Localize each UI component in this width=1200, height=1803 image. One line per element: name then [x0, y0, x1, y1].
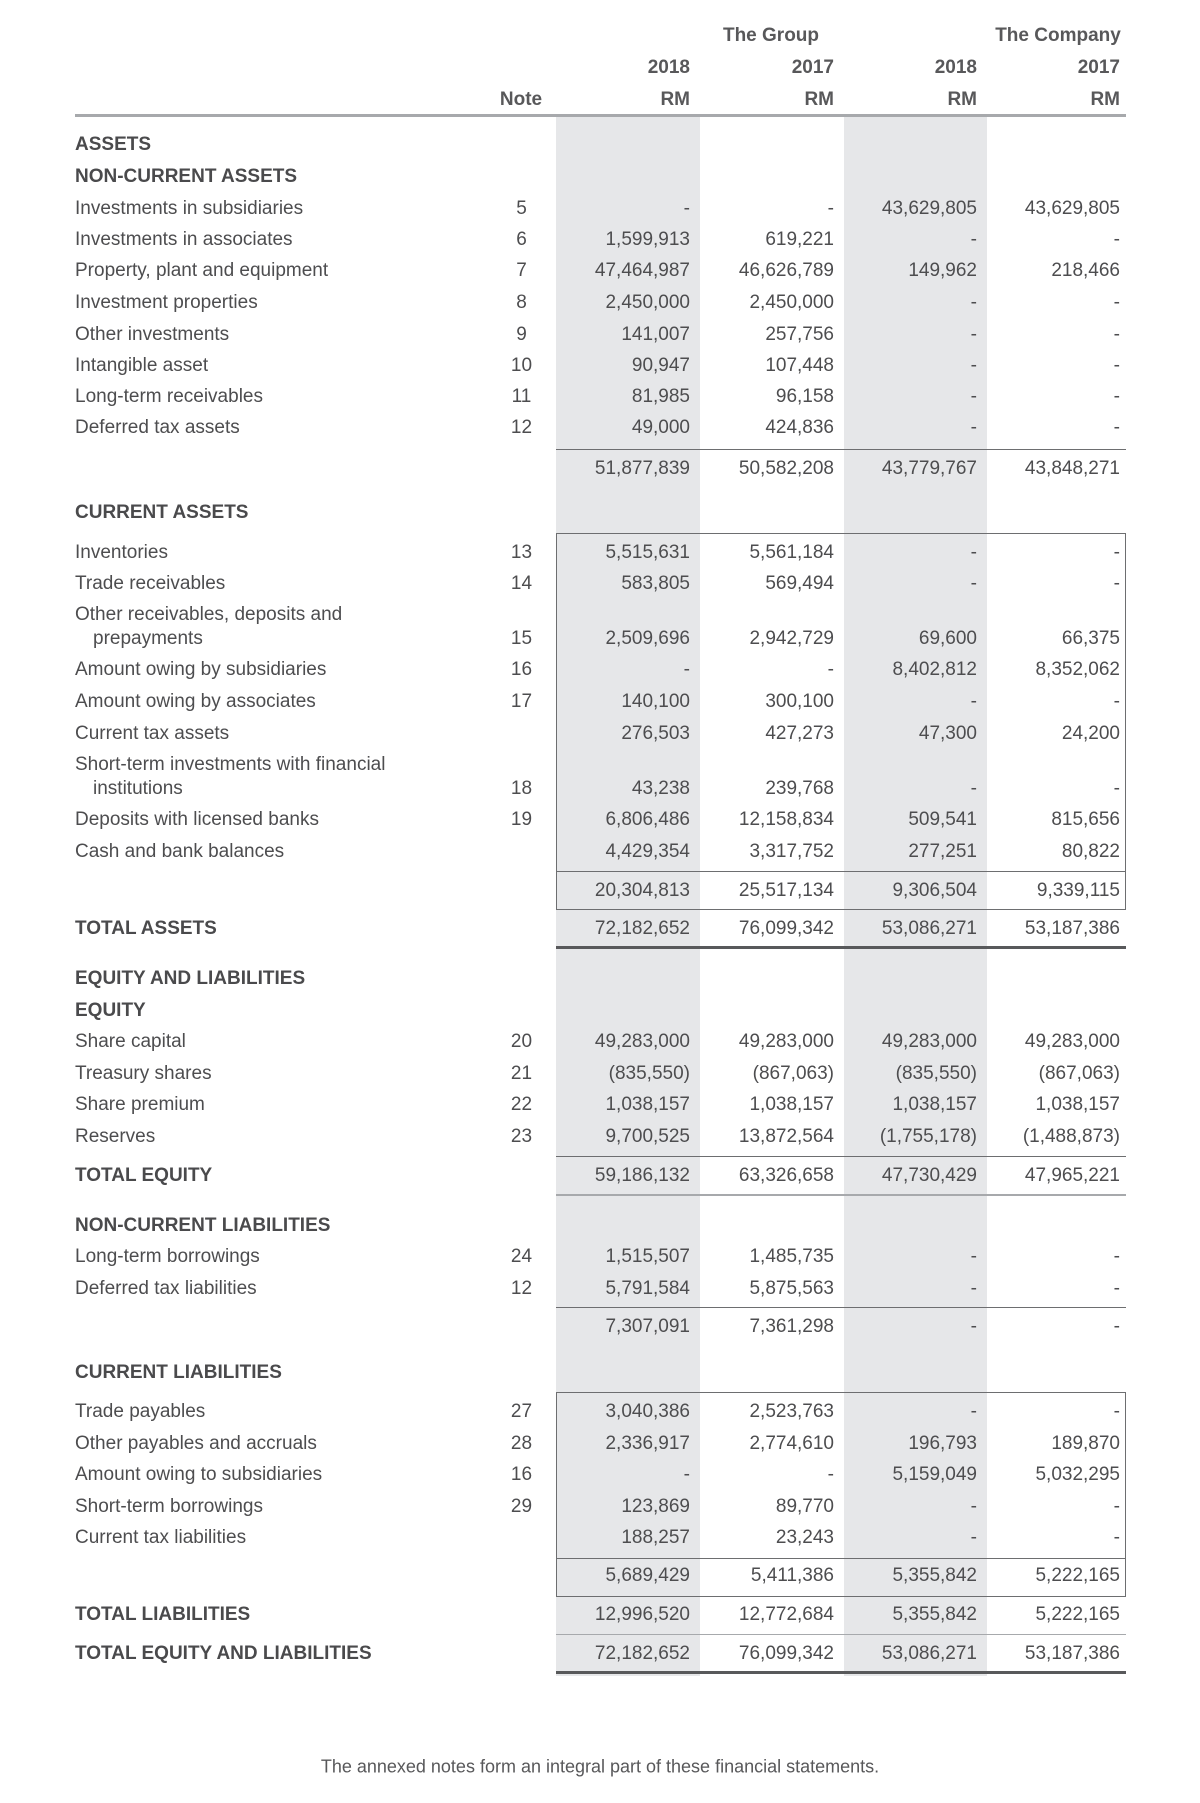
company-2017-value: 24,200 [1061, 723, 1120, 744]
group-2018-value: - [683, 1464, 690, 1485]
group-2017-value: 7,361,298 [749, 1316, 834, 1337]
section-heading: NON-CURRENT LIABILITIES [75, 1215, 331, 1236]
section-heading: NON-CURRENT ASSETS [75, 166, 298, 187]
group-2017-value: 2,942,729 [749, 628, 834, 649]
note-reference: 12 [510, 417, 533, 438]
line-item-label: Other payables and accruals [75, 1433, 317, 1454]
company-2018-value: 5,355,842 [892, 1565, 977, 1586]
line-item-label: Long-term borrowings [75, 1246, 260, 1267]
note-reference: 12 [510, 1278, 533, 1299]
group-2018-value: (835,550) [608, 1063, 690, 1084]
company-2017-value: - [1113, 542, 1120, 563]
note-reference: 21 [510, 1063, 533, 1084]
company-2018-value: - [970, 1278, 977, 1299]
note-reference: 10 [510, 355, 533, 376]
company-2018-value: - [970, 1496, 977, 1517]
company-2017-value: - [1113, 1496, 1120, 1517]
line-item-label: Current tax liabilities [75, 1527, 247, 1548]
group-2018-value: 141,007 [621, 324, 690, 345]
company-2017-value: - [1113, 386, 1120, 407]
company-2017-value: 53,187,386 [1024, 1643, 1120, 1664]
note-reference: 24 [510, 1246, 533, 1267]
note-reference: 17 [510, 691, 533, 712]
group-2017-value: 46,626,789 [738, 260, 834, 281]
company-2018-value: - [970, 542, 977, 563]
group-2018-value: 7,307,091 [605, 1316, 690, 1337]
group-2017-value: 2,774,610 [749, 1433, 834, 1454]
company-header: The Company [995, 25, 1121, 46]
note-reference: 18 [510, 778, 533, 799]
note-reference: 22 [510, 1094, 533, 1115]
group-2018-value: 1,599,913 [605, 229, 690, 250]
group-2018-value: 2,450,000 [605, 292, 690, 313]
company-2018-value: 49,283,000 [881, 1031, 977, 1052]
company-2018-value: (1,755,178) [879, 1126, 977, 1147]
current-liabilities-subtotal-rule [556, 1558, 1126, 1559]
company-2018-value: 196,793 [908, 1433, 977, 1454]
company-2018-value: 47,300 [918, 723, 977, 744]
line-item-label: Treasury shares [75, 1063, 212, 1084]
line-item-label: Current tax assets [75, 723, 230, 744]
line-item-label: Deposits with licensed banks [75, 809, 319, 830]
group-2018-value: 49,283,000 [594, 1031, 690, 1052]
company-2017-value: 189,870 [1051, 1433, 1120, 1454]
group-header: The Group [722, 25, 820, 46]
line-item-label: Cash and bank balances [75, 841, 285, 862]
company-2017-value: 9,339,115 [1036, 880, 1120, 901]
line-item-label: Amount owing to subsidiaries [75, 1464, 323, 1485]
group-2017-value: 63,326,658 [738, 1165, 834, 1186]
company-2018-value: - [970, 1246, 977, 1267]
group-2018-value: - [683, 198, 690, 219]
line-item-label: Share premium [75, 1094, 205, 1115]
non-current-assets-subtotal-rule [556, 449, 1126, 450]
group-2017-value: 5,561,184 [749, 542, 834, 563]
group-2017-value: 76,099,342 [738, 918, 834, 939]
line-item-label: Deferred tax assets [75, 417, 240, 438]
group-2018-value: 5,515,631 [605, 542, 690, 563]
company-2018-value: - [970, 386, 977, 407]
company-2018-value: 509,541 [908, 809, 977, 830]
currency-header-company-2018: RM [947, 89, 977, 110]
company-2017-value: (1,488,873) [1022, 1126, 1120, 1147]
company-2017-value: - [1113, 324, 1120, 345]
note-reference: 11 [511, 386, 532, 407]
group-2018-value: - [683, 659, 690, 680]
line-item-label: TOTAL LIABILITIES [75, 1604, 251, 1625]
company-2018-value: - [970, 292, 977, 313]
company-2018-value: - [970, 778, 977, 799]
group-2018-value: 59,186,132 [594, 1165, 690, 1186]
note-reference: 14 [510, 573, 533, 594]
group-2017-value: 3,317,752 [749, 841, 834, 862]
line-item-label-line1: Short-term investments with financial [75, 754, 386, 775]
company-2017-value: - [1113, 292, 1120, 313]
group-2018-value: 5,689,429 [605, 1565, 690, 1586]
group-2017-value: 12,158,834 [738, 809, 834, 830]
group-2018-value: 4,429,354 [605, 841, 690, 862]
year-header-company-2018: 2018 [934, 57, 977, 78]
group-2018-value: 140,100 [621, 691, 690, 712]
group-2018-value: 20,304,813 [594, 880, 690, 901]
company-2017-value: 5,222,165 [1035, 1565, 1120, 1586]
group-2017-value: 257,756 [765, 324, 834, 345]
group-2018-value: 1,515,507 [605, 1246, 690, 1267]
company-2017-value: - [1113, 691, 1120, 712]
company-2017-value: 53,187,386 [1024, 918, 1120, 939]
company-2017-value: 1,038,157 [1035, 1094, 1120, 1115]
group-2017-value: 427,273 [765, 723, 834, 744]
group-2017-value: 1,485,735 [749, 1246, 834, 1267]
company-2017-value: - [1113, 1316, 1120, 1337]
line-item-label-line1: Other receivables, deposits and [75, 604, 343, 625]
company-2017-value: 5,032,295 [1035, 1464, 1120, 1485]
company-2018-value: 47,730,429 [881, 1165, 977, 1186]
company-2017-value: 66,375 [1061, 628, 1120, 649]
non-current-liabilities-subtotal-rule [556, 1307, 1126, 1308]
company-2018-value: 43,629,805 [881, 198, 977, 219]
company-2018-value: 9,306,504 [892, 880, 977, 901]
note-reference: 15 [510, 628, 533, 649]
note-reference: 19 [510, 809, 533, 830]
note-header: Note [499, 89, 543, 110]
currency-header-company-2017: RM [1090, 89, 1120, 110]
note-reference: 20 [510, 1031, 533, 1052]
group-2017-value: 76,099,342 [738, 1643, 834, 1664]
group-2017-value: - [827, 1464, 834, 1485]
year-header-group-2018: 2018 [647, 57, 690, 78]
company-2017-value: - [1113, 355, 1120, 376]
company-2018-value: - [970, 355, 977, 376]
group-2017-value: 300,100 [765, 691, 834, 712]
company-2017-value: 80,822 [1061, 841, 1120, 862]
company-2018-value: 69,600 [918, 628, 977, 649]
company-2017-value: - [1113, 1527, 1120, 1548]
line-item-label-line2: institutions [93, 778, 183, 799]
note-reference: 6 [516, 229, 527, 250]
company-2017-value: 49,283,000 [1024, 1031, 1120, 1052]
group-2018-value: 49,000 [631, 417, 690, 438]
line-item-label: Amount owing by associates [75, 691, 316, 712]
line-item-label: Investments in subsidiaries [75, 198, 304, 219]
current-assets-subtotal-rule [556, 871, 1126, 872]
group-2018-value: 12,996,520 [594, 1604, 690, 1625]
group-2018-value: 47,464,987 [594, 260, 690, 281]
line-item-label [75, 754, 385, 800]
currency-header-group-2017: RM [804, 89, 834, 110]
company-2017-value: - [1113, 1401, 1120, 1422]
total-assets-rule [556, 946, 1126, 949]
line-item-label: Reserves [75, 1126, 156, 1147]
company-2018-value: - [970, 417, 977, 438]
group-2017-value: 107,448 [765, 355, 834, 376]
company-2017-value: 5,222,165 [1035, 1604, 1120, 1625]
group-2017-value: 424,836 [765, 417, 834, 438]
line-item-label: Intangible asset [75, 355, 209, 376]
group-2017-value: (867,063) [752, 1063, 834, 1084]
company-2017-value: 815,656 [1051, 809, 1120, 830]
company-2018-value: 43,779,767 [881, 458, 977, 479]
company-2017-value: 8,352,062 [1035, 659, 1120, 680]
company-2017-value: - [1113, 229, 1120, 250]
section-heading: EQUITY AND LIABILITIES [75, 968, 306, 989]
group-2018-value: 72,182,652 [594, 1643, 690, 1664]
line-item-label: Investment properties [75, 292, 258, 313]
line-item-label: Share capital [75, 1031, 186, 1052]
note-reference: 27 [510, 1401, 533, 1422]
line-item-label: Investments in associates [75, 229, 293, 250]
group-2018-value: 6,806,486 [605, 809, 690, 830]
note-reference: 23 [510, 1126, 533, 1147]
note-reference: 5 [516, 198, 527, 219]
group-2018-value: 72,182,652 [594, 918, 690, 939]
line-item-label: TOTAL EQUITY AND LIABILITIES [75, 1643, 372, 1664]
company-2017-value: 218,466 [1051, 260, 1120, 281]
group-2018-value: 123,869 [621, 1496, 690, 1517]
line-item-label: Property, plant and equipment [75, 260, 329, 281]
group-2017-value: 619,221 [765, 229, 834, 250]
line-item-label: Amount owing by subsidiaries [75, 659, 327, 680]
company-2018-value: - [970, 1401, 977, 1422]
company-2018-value: - [970, 1316, 977, 1337]
company-2017-value: - [1113, 417, 1120, 438]
section-heading: ASSETS [75, 134, 152, 155]
line-item-label: Trade receivables [75, 573, 226, 594]
group-2018-value: 2,509,696 [605, 628, 690, 649]
section-heading: CURRENT ASSETS [75, 502, 249, 523]
company-2018-value: - [970, 229, 977, 250]
group-2018-value: 43,238 [631, 778, 690, 799]
equity-subtotal-rule [556, 1156, 1126, 1157]
company-2017-value: 43,848,271 [1024, 458, 1120, 479]
group-2018-value: 90,947 [631, 355, 690, 376]
company-2017-value: (867,063) [1038, 1063, 1120, 1084]
note-reference: 16 [510, 659, 533, 680]
line-item-label [75, 604, 342, 650]
group-2017-value: 25,517,134 [738, 880, 834, 901]
line-item-label: Deferred tax liabilities [75, 1278, 257, 1299]
company-2018-value: (835,550) [895, 1063, 977, 1084]
company-2017-value: 47,965,221 [1024, 1165, 1120, 1186]
note-reference: 28 [510, 1433, 533, 1454]
company-2018-value: 5,159,049 [892, 1464, 977, 1485]
section-heading: EQUITY [75, 1000, 146, 1021]
footer-note: The annexed notes form an integral part of these financial statements. [320, 1756, 880, 1777]
group-2018-value: 9,700,525 [605, 1126, 690, 1147]
group-2017-value: 50,582,208 [738, 458, 834, 479]
company-2018-value: 8,402,812 [892, 659, 977, 680]
group-2018-value: 1,038,157 [605, 1094, 690, 1115]
group-2017-value: 89,770 [775, 1496, 834, 1517]
group-2017-value: - [827, 659, 834, 680]
total-liabilities-rule [556, 1634, 1126, 1635]
group-2018-value: 81,985 [631, 386, 690, 407]
group-2018-value: 2,336,917 [605, 1433, 690, 1454]
group-2017-value: 2,523,763 [749, 1401, 834, 1422]
group-2018-value: 583,805 [621, 573, 690, 594]
group-2018-value: 188,257 [621, 1527, 690, 1548]
group-2017-value: 96,158 [775, 386, 834, 407]
year-header-company-2017: 2017 [1077, 57, 1120, 78]
group-2017-value: - [827, 198, 834, 219]
line-item-label: Inventories [75, 542, 168, 563]
group-2017-value: 569,494 [765, 573, 834, 594]
note-reference: 7 [516, 260, 527, 281]
company-2018-value: 1,038,157 [892, 1094, 977, 1115]
company-2018-value: - [970, 691, 977, 712]
line-item-label: Long-term receivables [75, 386, 263, 407]
group-2017-value: 13,872,564 [738, 1126, 834, 1147]
company-2017-value: - [1113, 1278, 1120, 1299]
note-reference: 9 [516, 324, 527, 345]
company-2018-value: 53,086,271 [881, 1643, 977, 1664]
company-2017-value: - [1113, 778, 1120, 799]
company-2018-value: 277,251 [908, 841, 977, 862]
line-item-label: Trade payables [75, 1401, 206, 1422]
note-reference: 29 [510, 1496, 533, 1517]
line-item-label: Other investments [75, 324, 230, 345]
company-2018-value: 5,355,842 [892, 1604, 977, 1625]
group-2017-value: 5,875,563 [749, 1278, 834, 1299]
line-item-label: Short-term borrowings [75, 1496, 263, 1517]
group-2018-value: 3,040,386 [605, 1401, 690, 1422]
total-equity-rule [556, 1194, 1126, 1196]
group-2017-value: 23,243 [775, 1527, 834, 1548]
line-item-label: TOTAL EQUITY [75, 1165, 213, 1186]
company-2017-value: - [1113, 1246, 1120, 1267]
year-header-group-2017: 2017 [791, 57, 834, 78]
group-2018-value: 51,877,839 [594, 458, 690, 479]
company-2017-value: - [1113, 573, 1120, 594]
company-2018-value: 149,962 [908, 260, 977, 281]
group-2018-value: 5,791,584 [605, 1278, 690, 1299]
group-2017-value: 1,038,157 [749, 1094, 834, 1115]
note-reference: 13 [510, 542, 533, 563]
line-item-label-line2: prepayments [93, 628, 203, 649]
company-2018-value: - [970, 324, 977, 345]
group-2017-value: 5,411,386 [750, 1565, 834, 1586]
line-item-label: TOTAL ASSETS [75, 918, 217, 939]
company-2018-value: - [970, 573, 977, 594]
note-reference: 16 [510, 1464, 533, 1485]
company-2017-value: 43,629,805 [1024, 198, 1120, 219]
currency-header-group-2018: RM [660, 89, 690, 110]
group-2017-value: 2,450,000 [749, 292, 834, 313]
note-reference: 8 [516, 292, 527, 313]
group-2017-value: 239,768 [765, 778, 834, 799]
group-2018-value: 276,503 [621, 723, 690, 744]
total-equity-liabilities-rule [556, 1671, 1126, 1674]
group-2017-value: 49,283,000 [738, 1031, 834, 1052]
section-heading: CURRENT LIABILITIES [75, 1362, 282, 1383]
group-2017-value: 12,772,684 [738, 1604, 834, 1625]
company-2018-value: - [970, 1527, 977, 1548]
header-rule [75, 114, 1126, 117]
company-2018-value: 53,086,271 [881, 918, 977, 939]
